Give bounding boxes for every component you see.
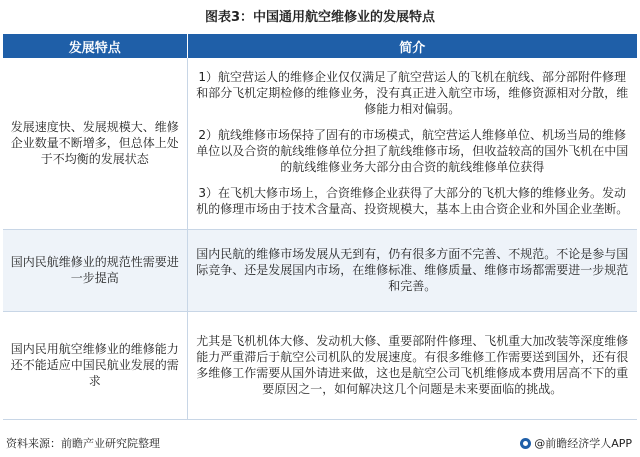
- intro-paragraph: 尤其是飞机机体大修、发动机大修、重要部附件修理、飞机重大加改装等深度维修能力严重滞后于航空公司机队的发展速度。有很多维修工作需要送到国外，还有很多维修工作需要从国外请进来做，这也是航空公司飞机维修成本费用居高不下的重要原因之一，如何解决这几个问题是未来要面临的挑战。: [196, 334, 629, 396]
- source-note: 资料来源：前瞻产业研究院整理: [6, 437, 160, 450]
- brand-credit: [520, 435, 632, 451]
- row-feature: 国内民用航空维修业的维修能力还不能适应中国民航业发展的需求: [3, 311, 187, 419]
- table-header-row: [3, 34, 637, 58]
- features-table: [3, 34, 637, 420]
- row-feature: 国内民航维修业的规范性需要进一步提高: [3, 229, 187, 311]
- row-intro: [187, 58, 637, 229]
- table-row: [3, 229, 637, 311]
- header-feature: 发展特点: [3, 34, 187, 58]
- header-intro: 简介: [187, 34, 637, 58]
- intro-paragraph: 2）航线维修市场保持了固有的市场模式，航空营运人维修单位、机场当局的维修单位以及合资的航线维修单位分担了航线维修市场，但收益较高的国外飞机在中国的航线维修业务大部分由合资的航线维修单位获得: [196, 128, 629, 175]
- row-intro: [187, 311, 637, 419]
- chart-title: 图表3：中国通用航空维修业的发展特点: [204, 10, 436, 25]
- row-feature: 发展速度快、发展规模大、维修企业数量不断增多，但总体上处于不均衡的发展状态: [3, 58, 187, 229]
- intro-paragraph: 3）在飞机大修市场上，合资维修企业获得了大部分的飞机大修的维修业务。发动机的修理市场由于技术含量高、投资规模大，基本上由合资企业和外国企业垄断。: [196, 186, 629, 217]
- brand-label: @前瞻经济学人APP: [534, 437, 632, 450]
- qianzhan-logo-icon: [520, 438, 531, 449]
- row-intro: [187, 229, 637, 311]
- intro-paragraph: 国内民航的维修市场发展从无到有，仍有很多方面不完善、不规范。不论是参与国际竞争、还是发展国内市场，在维修标准、维修质量、维修市场都需要进一步规范和完善。: [196, 247, 629, 293]
- intro-paragraph: 1）航空营运人的维修企业仅仅满足了航空营运人的飞机在航线、部分部附件修理和部分飞机定期检修的维修业务，没有真正进入航空市场，维修资源相对分散，维修能力相对偏弱。: [196, 70, 629, 117]
- table-row: [3, 58, 637, 229]
- table-row: [3, 311, 637, 419]
